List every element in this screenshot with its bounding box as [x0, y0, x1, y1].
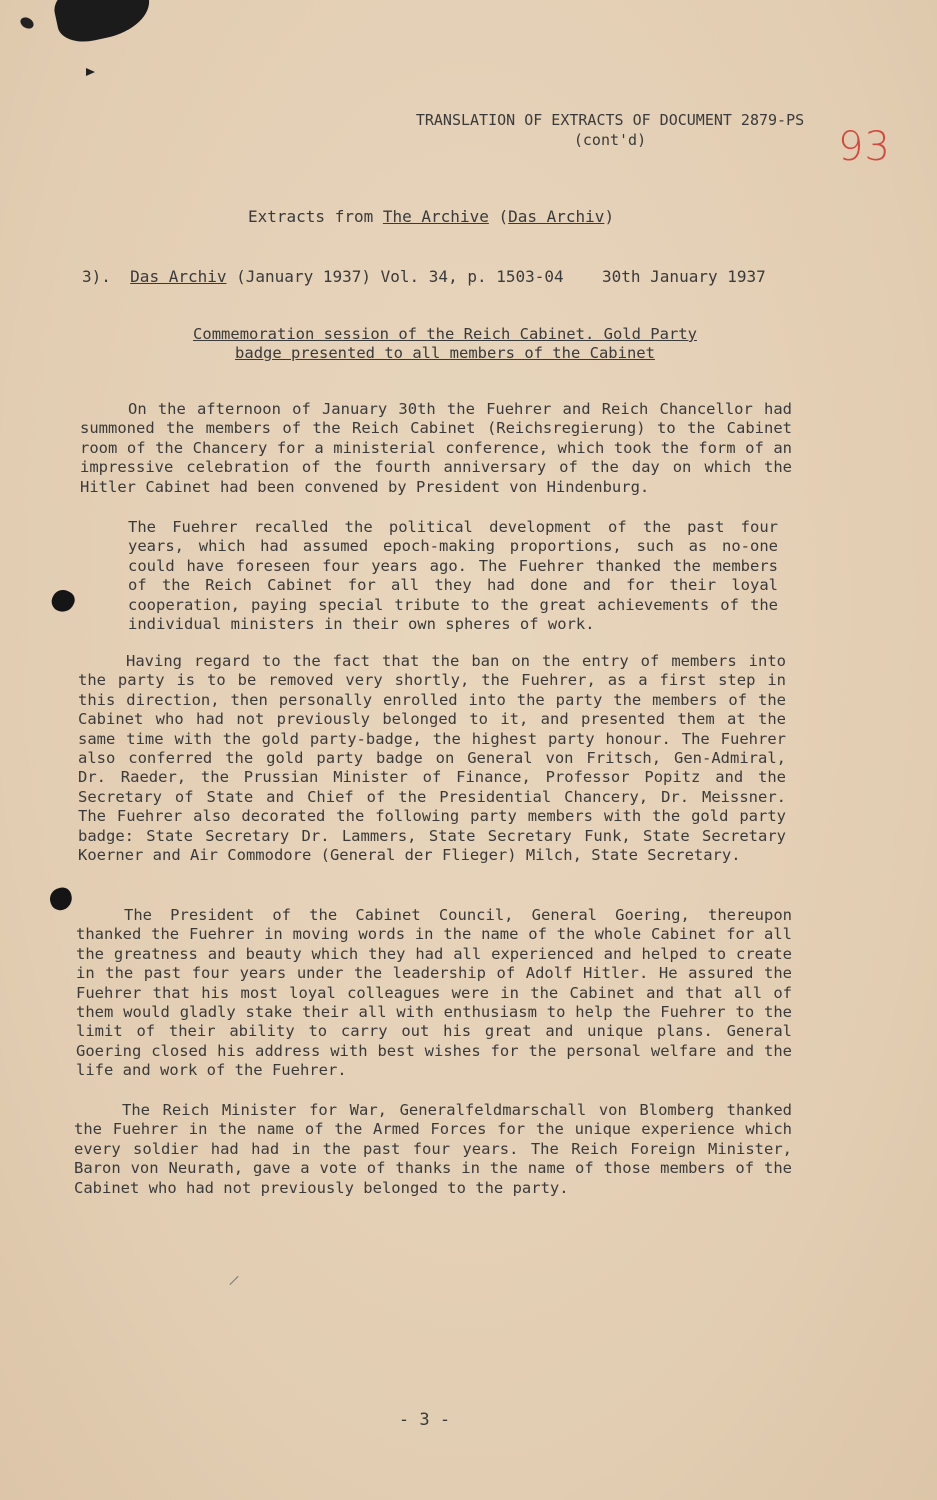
source-reference: [82, 267, 802, 286]
punch-hole: [48, 886, 75, 913]
document-header: [390, 110, 830, 150]
pencil-mark: [229, 1276, 238, 1285]
punch-hole: [48, 586, 77, 615]
ink-mark: [18, 15, 35, 31]
reference-number: 3).: [82, 267, 111, 286]
paragraph: The President of the Cabinet Council, General Goering, thereupon thanked the Fuehrer in moving words in the name of the whole Cabinet for all the greatness and beauty which they had all experienced and helped to create in the past four years under the leadership of Adolf Hitler. He assured the Fuehrer that his most loyal colleagues were in the Cabinet and that all of them would gladly stake their all with enthusiasm to help the Fuehrer to the limit of their ability to carry out his great and unique plans. General Goering closed his address with best wishes for the personal welfare and the life and work of the Fuehrer.: [76, 906, 792, 1080]
reference-source: Das Archiv: [130, 267, 227, 286]
subtitle-line: badge presented to all members of the Cabinet: [235, 344, 655, 362]
header-continued: (cont'd): [573, 131, 647, 149]
page-footer-number: - 3 -: [398, 1410, 451, 1430]
paragraph: Having regard to the fact that the ban on the entry of members into the party is to be removed very shortly, the Fuehrer, as a first step in this direction, then personally enrolled into the party the members of the Cabinet who had not previously belonged to it, and presented them at the same time with the gold party-badge, the highest party honour. The Fuehrer also conferred the gold party badge on General von Fritsch, Gen-Admiral, Dr. Raeder, the Prussian Minister of Finance, Professor Popitz and the Secretary of State and Chief of the Presidential Chancery, Dr. Meissner. The Fuehrer also decorated the following party members with the gold party badge: State Secretary Dr. Lammers, State Secretary Funk, State Secretary Koerner and Air Commodore (General der Flieger) Milch, State Secretary.: [78, 652, 786, 865]
extracts-original-title: Das Archiv: [508, 207, 605, 226]
subtitle-line: Commemoration session of the Reich Cabinet. Gold Party: [193, 325, 697, 343]
reference-details: (January 1937) Vol. 34, p. 1503-04: [236, 267, 564, 286]
arrow-mark-icon: [86, 68, 95, 76]
paragraph: The Reich Minister for War, Generalfeldmarschall von Blomberg thanked the Fuehrer in the name of the Armed Forces for the unique experience which every soldier had had in the past four years. The Reich Foreign Minister, Baron von Neurath, gave a vote of thanks in the name of those members of the Cabinet who had not previously belonged to the party.: [74, 1101, 792, 1197]
paragraph: The Fuehrer recalled the political development of the past four years, which had assumed epoch-making proportions, such as no-one could have foreseen four years ago. The Fuehrer thanked the members of the Reich Cabinet for all they had done and for their loyal cooperation, paying special tribute to the great achievements of the individual ministers in their own spheres of work.: [128, 518, 778, 634]
header-title: TRANSLATION OF EXTRACTS OF DOCUMENT 2879-PS: [415, 111, 805, 129]
ink-blot: [50, 0, 155, 47]
article-subtitle: [160, 325, 730, 363]
extracts-line: Extracts from The Archive (Das Archiv): [248, 207, 615, 226]
handwritten-page-number: 93: [838, 124, 891, 170]
extracts-title: The Archive: [382, 207, 489, 226]
reference-date: 30th January 1937: [602, 267, 766, 286]
extracts-prefix: Extracts from: [248, 207, 374, 226]
paragraph: On the afternoon of January 30th the Fuehrer and Reich Chancellor had summoned the members of the Reich Cabinet (Reichsregierung) to the Cabinet room of the Chancery for a ministerial conference, which took the form of an impressive celebration of the fourth anniversary of the day on which the Hitler Cabinet had been convened by President von Hindenburg.: [80, 400, 792, 496]
